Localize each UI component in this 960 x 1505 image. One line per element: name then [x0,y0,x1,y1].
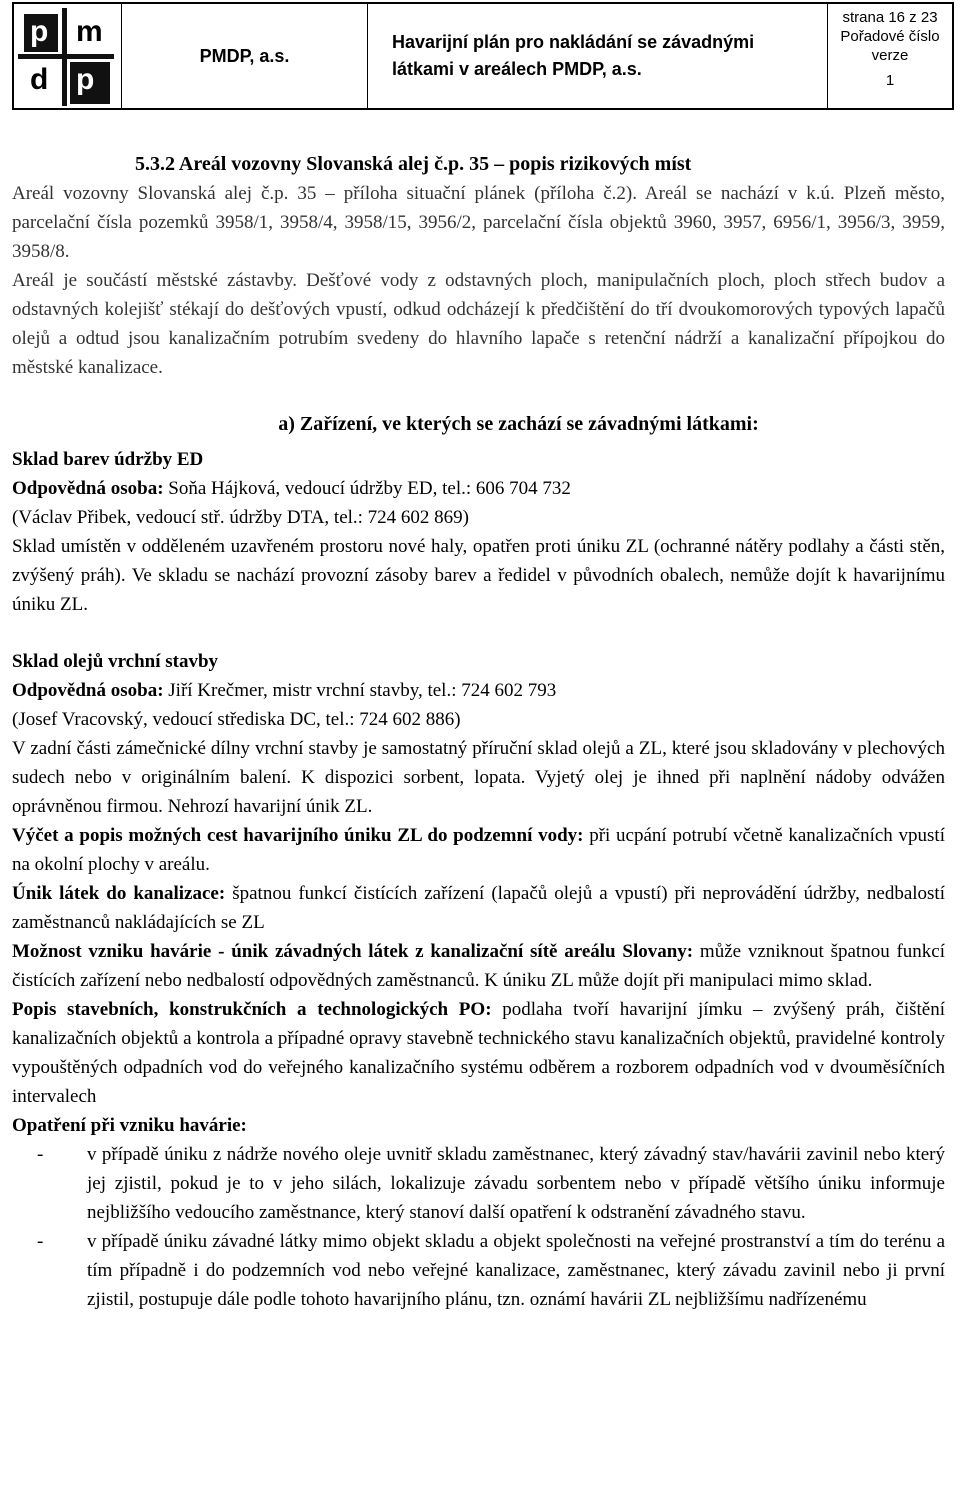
company-logo [14,4,122,108]
accident-risk-value: může vzniknout špatnou funkcí čistících zařízení nebo nedbalostí odpovědných zaměstnanců. K úniku ZL může dojít při manipulaci mimo sklad. [12,941,946,991]
logo-block-dark1 [24,14,58,52]
version-label: Pořadové číslo [840,28,940,45]
header-meta-cell [828,4,952,108]
logo-block-m [70,14,108,54]
paint-store-title: Sklad barev údržby ED [12,449,204,470]
section-heading: 5.3.2 Areál vozovny Slovanská alej č.p. 35 – popis rizikových míst [135,153,692,175]
responsible-value: Soňa Hájková, vedoucí údržby ED, tel.: 606 704 732 [163,478,571,499]
preventive-measures-label: Popis stavebních, konstrukčních a technologických PO: [12,999,492,1020]
oil-store-description: V zadní části zámečnické dílny vrchní stavby je samostatný příruční sklad olejů a ZL, které jsou skladovány v plechových sudech nebo v originálním balení. K dispozici sorbent, lopata. Vyjetý olej je ihned při naplnění nádoby odvážen oprávněnou firmou. Nehrozí havarijní únik ZL. [12,738,945,817]
accident-risk-label: Možnost vzniku havárie - únik závadných látek z kanalizační sítě areálu Slovany: [12,941,694,962]
page-number: strana 16 z 23 [842,9,938,26]
section-intro: Areál vozovny Slovanská alej č.p. 35 – příloha situační plánek (příloha č.2). Areál se nachází v k.ú. Plzeň město, parcelační čísla pozemků 3958/1, 3958/4, 3958/15, 3956/2, parcelační čísla objektů 3960, 3957, 6956/1, 3956/3, 3959, 3958/8. [12,183,945,262]
company-name: PMDP, a.s. [199,45,290,66]
header-title-cell [368,4,828,108]
document-body [12,150,945,1314]
emergency-measures-label: Opatření při vzniku havárie: [12,1115,247,1136]
logo-block-d [24,62,62,102]
sewer-leak-label: Únik látek do kanalizace: [12,883,226,904]
version-number: 1 [885,72,895,89]
document-title-line1: Havarijní plán pro nakládání se závadnými [392,32,755,52]
leak-paths [12,821,945,879]
preventive-measures-value: podlaha tvoří havarijní jímku – zvýšený práh, čištění kanalizačních objektů a kontrola a případné opravy stavebně technického stavu kanalizačních objektů, pravidelné kontroly vypouštěných odpadních vod do veřejného kanalizačního systému odběrem a rozborem odpadních vod v dvouměsíčních intervalech [12,999,945,1107]
sewer-leak [12,879,945,937]
document-title [392,29,754,83]
emergency-measures-list [12,1140,945,1314]
logo-letter: d [30,63,49,96]
list-item [12,1140,945,1227]
responsible-label: Odpovědná osoba: [12,680,164,701]
logo-letter: p [30,15,49,48]
responsible-value: Jiří Krečmer, mistr vrchní stavby, tel.: 724 602 793 [163,680,557,701]
subsection-heading: a) Zařízení, ve kterých se zachází se závadnými látkami: [278,413,759,435]
leak-paths-value: při ucpání potrubí včetně kanalizačních vpustí na okolní plochy v areálu. [12,825,945,875]
page-header [12,2,954,110]
list-dash: - [37,1231,44,1252]
list-dash: - [37,1144,44,1165]
logo-letter: m [76,15,103,48]
document-title-line2: látkami v areálech PMDP, a.s. [392,59,642,79]
leak-paths-label: Výčet a popis možných cest havarijního úniku ZL do podzemní vody: [12,825,584,846]
logo-block-p2 [70,62,110,104]
list-item [12,1227,945,1314]
logo-bar-horizontal [18,54,114,59]
paint-store-deputy: (Václav Přibek, vedoucí stř. údržby DTA, tel.: 724 602 869) [12,507,470,528]
accident-risk [12,937,945,995]
oil-store-title: Sklad olejů vrchní stavby [12,651,219,672]
sewer-leak-value: špatnou funkcí čistících zařízení (lapačů olejů a vpustí) při neprovádění údržby, nedbalostí zaměstnanců nakládajících se ZL [12,883,945,933]
paint-store-description: Sklad umístěn v odděleném uzavřeném prostoru nové haly, opatřen proti úniku ZL (ochranné nátěry podlahy a části stěn, zvýšený práh). Ve skladu se nachází provozní zásoby barev a ředidel v původních obalech, nemůže dojít k havarijnímu úniku ZL. [12,536,945,615]
oil-store-deputy: (Josef Vracovský, vedoucí střediska DC, tel.: 724 602 886) [12,709,461,730]
list-item-text: v případě úniku z nádrže nového oleje uvnitř skladu zaměstnanec, který závadný stav/havárii zavinil nebo který jej zjistil, pokud je to v jeho silách, lokalizuje závadu sorbentem nebo v případě většího úniku informuje nejbližšího vedoucího zaměstnance, který stanoví další opatření k odstranění závadného stavu. [87,1144,945,1223]
header-company-cell [122,4,368,108]
logo-letter: p [76,63,95,96]
paint-store-responsible [12,474,945,503]
oil-store-responsible [12,676,945,705]
list-item-text: v případě úniku závadné látky mimo objekt skladu a objekt společnosti na veřejné prostranství a tím do terénu a tím případně i do podzemních vod nebo veřejné kanalizace, zaměstnanec, který závadu zavinil nebo ji první zjistil, postupuje dále podle tohoto havarijního plánu, tzn. oznámí havárii ZL nejbližšímu nadřízenému [87,1231,945,1310]
section-drainage: Areál je součástí městské zástavby. Dešťové vody z odstavných ploch, manipulačních ploch, ploch střech budov a odstavných kolejišť stékají do dešťových vpustí, odkud odcházejí k předčištění do tří dvoukomorových typových lapačů olejů a odtud jsou kanalizačním potrubím svedeny do hlavního lapače s retenční nádrží a kanalizační přípojkou do městské kanalizace. [12,270,945,378]
responsible-label: Odpovědná osoba: [12,478,164,499]
version-label-2: verze [871,47,909,64]
preventive-measures [12,995,945,1111]
